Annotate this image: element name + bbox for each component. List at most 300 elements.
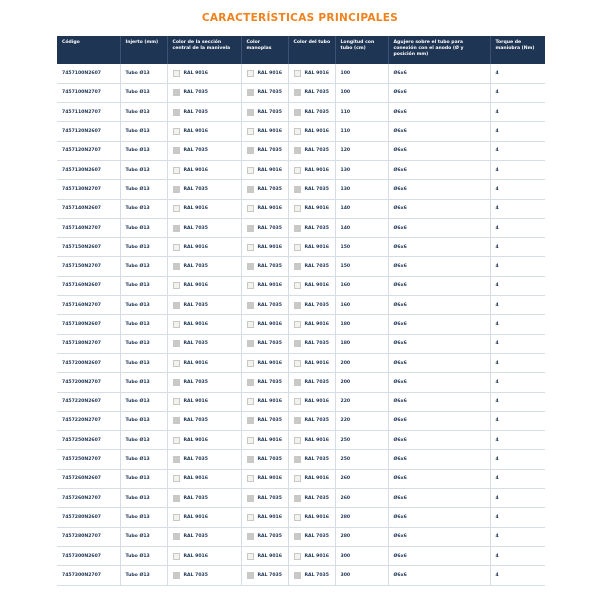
ral-label: RAL 7035: [257, 341, 282, 347]
cell-color-seccion: [167, 373, 241, 392]
cell-color-manoplas: [241, 180, 288, 199]
cell-agujero: Ø6x6: [388, 296, 490, 315]
ral-label: RAL 9016: [257, 437, 282, 443]
cell-torque: 4: [495, 379, 499, 385]
header-torque: Torque de maniobra (Nm): [495, 40, 535, 51]
color-swatch-icon: [294, 186, 301, 193]
cell-agujero: Ø6x6: [388, 64, 490, 83]
ral-label: RAL 7035: [304, 264, 329, 270]
cell-codigo: 7457220N2607: [57, 392, 120, 411]
cell-longitud: 280: [335, 508, 388, 527]
ral-label: RAL 7035: [183, 341, 208, 347]
cell-color-tubo: [288, 238, 335, 257]
cell-color-tubo: [288, 527, 335, 546]
cell-torque: 4: [495, 129, 499, 135]
ral-label: RAL 9016: [304, 206, 329, 212]
ral-label: RAL 9016: [183, 322, 208, 327]
cell-agujero: Ø6x6: [388, 83, 490, 102]
ral-label: RAL 9016: [304, 322, 329, 327]
ral-label: RAL 9016: [257, 244, 282, 250]
color-swatch-icon: [294, 456, 301, 463]
ral-label: RAL 9016: [257, 129, 282, 135]
cell-color-manoplas: [241, 199, 288, 218]
cell-agujero: Ø6x6: [388, 469, 490, 488]
cell-codigo: 7457160N2607: [57, 276, 120, 295]
cell-color-seccion: [167, 392, 241, 411]
table-header: [57, 36, 545, 64]
ral-label: RAL 7035: [183, 495, 208, 501]
color-swatch-icon: [294, 225, 301, 232]
cell-longitud: 130: [335, 180, 388, 199]
color-swatch-icon: [247, 167, 254, 174]
cell-agujero: Ø6x6: [388, 160, 490, 179]
cell-color-manoplas: [241, 315, 288, 334]
table-row: [57, 527, 545, 546]
cell-color-seccion: [167, 218, 241, 237]
ral-label: RAL 7035: [257, 148, 282, 154]
ral-label: RAL 7035: [183, 90, 208, 96]
color-swatch-icon: [247, 244, 254, 251]
cell-codigo: 7457280N2707: [57, 527, 120, 546]
cell-injerto: Tubo Ø13: [120, 527, 167, 546]
cell-agujero: Ø6x6: [388, 373, 490, 392]
color-swatch-icon: [173, 379, 180, 386]
cell-codigo: 7457140N2607: [57, 199, 120, 218]
color-swatch-icon: [247, 514, 254, 521]
color-swatch-icon: [247, 572, 254, 579]
cell-torque: 4: [495, 534, 499, 540]
ral-label: RAL 9016: [257, 514, 282, 520]
color-swatch-icon: [173, 437, 180, 444]
table-row: [57, 392, 545, 411]
ral-label: RAL 9016: [257, 399, 282, 405]
cell-color-seccion: [167, 103, 241, 122]
cell-longitud: 100: [335, 83, 388, 102]
cell-agujero: Ø6x6: [388, 122, 490, 141]
ral-label: RAL 9016: [183, 514, 208, 520]
cell-longitud: 250: [335, 450, 388, 469]
ral-label: RAL 7035: [304, 495, 329, 501]
cell-torque: 4: [495, 148, 499, 154]
cell-color-tubo: [288, 392, 335, 411]
cell-agujero: Ø6x6: [388, 489, 490, 508]
color-swatch-icon: [173, 167, 180, 174]
color-swatch-icon: [247, 495, 254, 502]
cell-codigo: 7457220N2707: [57, 411, 120, 430]
cell-agujero: Ø6x6: [388, 450, 490, 469]
color-swatch-icon: [294, 70, 301, 77]
cell-injerto: Tubo Ø13: [120, 469, 167, 488]
cell-torque: 4: [495, 360, 499, 366]
ral-label: RAL 7035: [257, 534, 282, 540]
cell-agujero: Ø6x6: [388, 199, 490, 218]
cell-color-tubo: [288, 566, 335, 585]
ral-label: RAL 9016: [183, 167, 208, 173]
color-swatch-icon: [294, 379, 301, 386]
color-swatch-icon: [173, 321, 180, 328]
cell-agujero: Ø6x6: [388, 218, 490, 237]
cell-longitud: 300: [335, 566, 388, 585]
color-swatch-icon: [294, 475, 301, 482]
ral-label: RAL 7035: [183, 302, 208, 308]
ral-label: RAL 7035: [257, 572, 282, 578]
ral-label: RAL 9016: [183, 437, 208, 443]
color-swatch-icon: [173, 360, 180, 367]
cell-agujero: Ø6x6: [388, 103, 490, 122]
ral-label: RAL 7035: [183, 148, 208, 154]
cell-torque: 4: [495, 457, 499, 463]
cell-color-manoplas: [241, 160, 288, 179]
cell-codigo: 7457280N2607: [57, 508, 120, 527]
ral-label: RAL 9016: [183, 360, 208, 366]
cell-codigo: 7457260N2707: [57, 489, 120, 508]
table-row: [57, 64, 545, 83]
ral-label: RAL 9016: [183, 399, 208, 405]
ral-label: RAL 9016: [183, 283, 208, 289]
color-swatch-icon: [294, 263, 301, 270]
color-swatch-icon: [173, 553, 180, 560]
cell-longitud: 140: [335, 199, 388, 218]
cell-color-tubo: [288, 160, 335, 179]
cell-color-manoplas: [241, 238, 288, 257]
cell-color-seccion: [167, 122, 241, 141]
cell-color-tubo: [288, 257, 335, 276]
cell-longitud: 110: [335, 103, 388, 122]
table-row: [57, 469, 545, 488]
table-row: [57, 296, 545, 315]
ral-label: RAL 9016: [304, 129, 329, 135]
cell-color-tubo: [288, 218, 335, 237]
table-row: [57, 103, 545, 122]
cell-codigo: 7457260N2607: [57, 469, 120, 488]
header-row: [57, 36, 545, 64]
cell-injerto: Tubo Ø13: [120, 315, 167, 334]
ral-label: RAL 7035: [257, 379, 282, 385]
color-swatch-icon: [247, 186, 254, 193]
cell-injerto: Tubo Ø13: [120, 373, 167, 392]
cell-color-tubo: [288, 353, 335, 372]
cell-color-manoplas: [241, 373, 288, 392]
color-swatch-icon: [173, 495, 180, 502]
ral-label: RAL 9016: [257, 553, 282, 559]
cell-longitud: 250: [335, 431, 388, 450]
cell-color-manoplas: [241, 508, 288, 527]
ral-label: RAL 7035: [304, 418, 329, 424]
cell-codigo: 7457130N2707: [57, 180, 120, 199]
ral-label: RAL 7035: [304, 534, 329, 540]
cell-color-tubo: [288, 199, 335, 218]
cell-color-seccion: [167, 353, 241, 372]
ral-label: RAL 7035: [183, 225, 208, 231]
cell-injerto: Tubo Ø13: [120, 431, 167, 450]
ral-label: RAL 9016: [304, 70, 329, 76]
cell-color-manoplas: [241, 392, 288, 411]
color-swatch-icon: [247, 282, 254, 289]
color-swatch-icon: [294, 147, 301, 154]
cell-agujero: Ø6x6: [388, 527, 490, 546]
color-swatch-icon: [294, 205, 301, 212]
cell-agujero: Ø6x6: [388, 546, 490, 565]
cell-color-manoplas: [241, 103, 288, 122]
color-swatch-icon: [247, 109, 254, 116]
color-swatch-icon: [173, 514, 180, 521]
cell-longitud: 220: [335, 392, 388, 411]
cell-color-manoplas: [241, 83, 288, 102]
cell-longitud: 150: [335, 238, 388, 257]
cell-color-manoplas: [241, 218, 288, 237]
cell-torque: 4: [495, 418, 499, 424]
ral-label: RAL 9016: [257, 322, 282, 327]
cell-torque: 4: [495, 399, 499, 405]
table-body: [57, 64, 545, 585]
color-swatch-icon: [294, 417, 301, 424]
color-swatch-icon: [247, 398, 254, 405]
cell-color-seccion: [167, 160, 241, 179]
table-row: [57, 450, 545, 469]
color-swatch-icon: [294, 302, 301, 309]
color-swatch-icon: [294, 360, 301, 367]
ral-label: RAL 7035: [304, 341, 329, 347]
table-row: [57, 334, 545, 353]
cell-color-manoplas: [241, 353, 288, 372]
color-swatch-icon: [247, 437, 254, 444]
color-swatch-icon: [294, 321, 301, 328]
color-swatch-icon: [294, 128, 301, 135]
cell-codigo: 7457100N2607: [57, 64, 120, 83]
cell-torque: 4: [495, 437, 499, 443]
cell-color-manoplas: [241, 122, 288, 141]
cell-torque: 4: [495, 109, 499, 115]
cell-injerto: Tubo Ø13: [120, 199, 167, 218]
color-swatch-icon: [294, 437, 301, 444]
ral-label: RAL 7035: [257, 90, 282, 96]
cell-longitud: 160: [335, 296, 388, 315]
cell-color-seccion: [167, 64, 241, 83]
ral-label: RAL 7035: [304, 148, 329, 154]
table-row: [57, 122, 545, 141]
table-row: [57, 546, 545, 565]
header-color-tubo: Color del tubo: [288, 36, 335, 64]
cell-agujero: Ø6x6: [388, 238, 490, 257]
cell-agujero: Ø6x6: [388, 315, 490, 334]
color-swatch-icon: [294, 553, 301, 560]
cell-torque: 4: [495, 514, 499, 520]
cell-color-seccion: [167, 431, 241, 450]
cell-color-manoplas: [241, 334, 288, 353]
cell-agujero: Ø6x6: [388, 431, 490, 450]
cell-codigo: 7457150N2607: [57, 238, 120, 257]
cell-longitud: 260: [335, 489, 388, 508]
cell-codigo: 7457300N2707: [57, 566, 120, 585]
color-swatch-icon: [173, 147, 180, 154]
ral-label: RAL 7035: [183, 572, 208, 578]
cell-color-manoplas: [241, 431, 288, 450]
color-swatch-icon: [173, 89, 180, 96]
color-swatch-icon: [173, 128, 180, 135]
cell-color-tubo: [288, 469, 335, 488]
table-row: [57, 238, 545, 257]
ral-label: RAL 9016: [304, 399, 329, 405]
ral-label: RAL 7035: [257, 225, 282, 231]
ral-label: RAL 7035: [183, 186, 208, 192]
table-row: [57, 508, 545, 527]
cell-torque: 4: [495, 495, 499, 501]
ral-label: RAL 9016: [257, 476, 282, 482]
color-swatch-icon: [173, 70, 180, 77]
cell-injerto: Tubo Ø13: [120, 83, 167, 102]
color-swatch-icon: [294, 398, 301, 405]
ral-label: RAL 9016: [183, 70, 208, 76]
cell-color-tubo: [288, 64, 335, 83]
color-swatch-icon: [173, 572, 180, 579]
ral-label: RAL 7035: [183, 418, 208, 424]
cell-codigo: 7457180N2707: [57, 334, 120, 353]
cell-color-manoplas: [241, 296, 288, 315]
cell-injerto: Tubo Ø13: [120, 508, 167, 527]
ral-label: RAL 7035: [183, 264, 208, 270]
ral-label: RAL 9016: [304, 360, 329, 366]
cell-color-seccion: [167, 334, 241, 353]
cell-longitud: 150: [335, 257, 388, 276]
ral-label: RAL 7035: [304, 379, 329, 385]
ral-label: RAL 7035: [257, 418, 282, 424]
color-swatch-icon: [247, 263, 254, 270]
ral-label: RAL 9016: [304, 514, 329, 520]
header-color-seccion: Color de la sección central de la manivela: [167, 36, 241, 64]
cell-longitud: 260: [335, 469, 388, 488]
ral-label: RAL 9016: [304, 437, 329, 443]
cell-injerto: Tubo Ø13: [120, 334, 167, 353]
cell-longitud: 140: [335, 218, 388, 237]
cell-codigo: 7457120N2707: [57, 141, 120, 160]
color-swatch-icon: [294, 533, 301, 540]
cell-color-manoplas: [241, 546, 288, 565]
cell-color-seccion: [167, 527, 241, 546]
color-swatch-icon: [247, 225, 254, 232]
ral-label: RAL 9016: [183, 244, 208, 250]
cell-longitud: 200: [335, 353, 388, 372]
cell-torque: 4: [495, 476, 499, 482]
ral-label: RAL 7035: [304, 90, 329, 96]
ral-label: RAL 9016: [183, 206, 208, 212]
cell-torque: 4: [495, 553, 499, 559]
cell-injerto: Tubo Ø13: [120, 257, 167, 276]
cell-color-tubo: [288, 83, 335, 102]
cell-injerto: Tubo Ø13: [120, 489, 167, 508]
color-swatch-icon: [247, 128, 254, 135]
cell-injerto: Tubo Ø13: [120, 180, 167, 199]
color-swatch-icon: [294, 282, 301, 289]
cell-color-tubo: [288, 103, 335, 122]
color-swatch-icon: [247, 417, 254, 424]
table-row: [57, 180, 545, 199]
ral-label: RAL 9016: [257, 70, 282, 76]
ral-label: RAL 7035: [304, 302, 329, 308]
table-row: [57, 315, 545, 334]
cell-color-tubo: [288, 546, 335, 565]
color-swatch-icon: [173, 186, 180, 193]
color-swatch-icon: [173, 533, 180, 540]
color-swatch-icon: [173, 263, 180, 270]
cell-longitud: 100: [335, 64, 388, 83]
color-swatch-icon: [247, 89, 254, 96]
cell-color-seccion: [167, 276, 241, 295]
color-swatch-icon: [247, 70, 254, 77]
ral-label: RAL 7035: [304, 457, 329, 463]
header-codigo: Código: [57, 36, 120, 64]
cell-agujero: Ø6x6: [388, 334, 490, 353]
cell-torque: 4: [495, 90, 499, 96]
cell-torque: 4: [495, 244, 499, 250]
cell-codigo: 7457150N2707: [57, 257, 120, 276]
color-swatch-icon: [173, 475, 180, 482]
cell-color-seccion: [167, 296, 241, 315]
color-swatch-icon: [247, 147, 254, 154]
cell-agujero: Ø6x6: [388, 566, 490, 585]
cell-color-manoplas: [241, 450, 288, 469]
cell-codigo: 7457120N2607: [57, 122, 120, 141]
color-swatch-icon: [173, 205, 180, 212]
cell-longitud: 280: [335, 527, 388, 546]
cell-codigo: 7457100N2707: [57, 83, 120, 102]
ral-label: RAL 7035: [257, 457, 282, 463]
ral-label: RAL 7035: [304, 109, 329, 115]
header-injerto: Injerto (mm): [120, 36, 167, 64]
ral-label: RAL 9016: [304, 283, 329, 289]
cell-color-seccion: [167, 315, 241, 334]
cell-agujero: Ø6x6: [388, 180, 490, 199]
cell-color-tubo: [288, 373, 335, 392]
color-swatch-icon: [247, 379, 254, 386]
cell-longitud: 180: [335, 315, 388, 334]
cell-color-seccion: [167, 566, 241, 585]
cell-torque: 4: [495, 225, 499, 231]
color-swatch-icon: [173, 456, 180, 463]
cell-codigo: 7457110N2707: [57, 103, 120, 122]
cell-longitud: 110: [335, 122, 388, 141]
color-swatch-icon: [294, 109, 301, 116]
cell-color-seccion: [167, 257, 241, 276]
cell-color-manoplas: [241, 566, 288, 585]
ral-label: RAL 7035: [257, 495, 282, 501]
cell-longitud: 220: [335, 411, 388, 430]
color-swatch-icon: [173, 398, 180, 405]
table-row: [57, 141, 545, 160]
cell-longitud: 130: [335, 160, 388, 179]
color-swatch-icon: [173, 340, 180, 347]
ral-label: RAL 7035: [183, 534, 208, 540]
ral-label: RAL 7035: [304, 572, 329, 578]
cell-agujero: Ø6x6: [388, 411, 490, 430]
cell-injerto: Tubo Ø13: [120, 566, 167, 585]
cell-agujero: Ø6x6: [388, 257, 490, 276]
cell-color-tubo: [288, 141, 335, 160]
cell-injerto: Tubo Ø13: [120, 122, 167, 141]
cell-codigo: 7457250N2607: [57, 431, 120, 450]
cell-color-tubo: [288, 122, 335, 141]
cell-color-tubo: [288, 489, 335, 508]
table-row: [57, 199, 545, 218]
cell-longitud: 180: [335, 334, 388, 353]
cell-color-manoplas: [241, 276, 288, 295]
color-swatch-icon: [247, 475, 254, 482]
cell-codigo: 7457160N2707: [57, 296, 120, 315]
cell-color-manoplas: [241, 527, 288, 546]
cell-longitud: 120: [335, 141, 388, 160]
color-swatch-icon: [247, 553, 254, 560]
color-swatch-icon: [173, 109, 180, 116]
cell-injerto: Tubo Ø13: [120, 353, 167, 372]
